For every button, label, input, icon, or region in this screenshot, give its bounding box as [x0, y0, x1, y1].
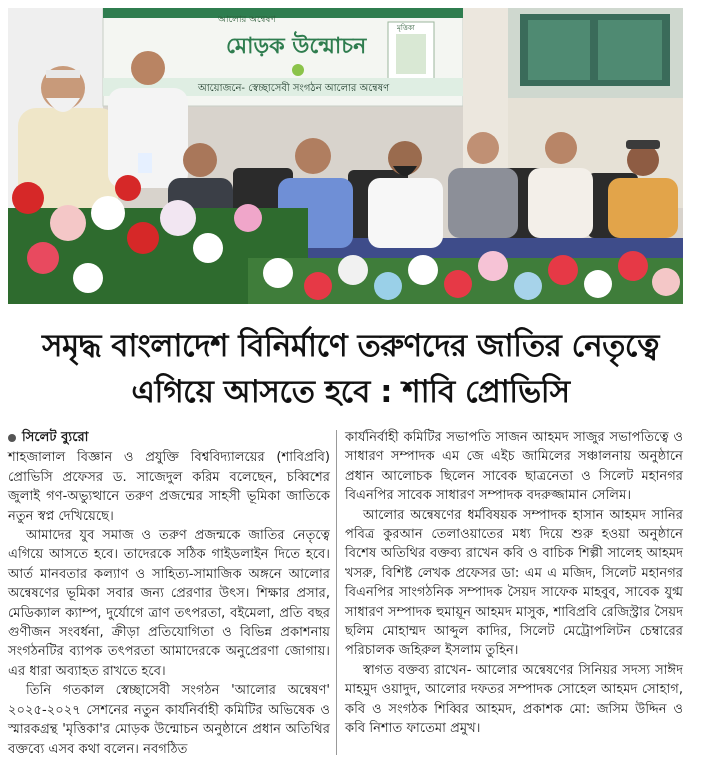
column-divider: [336, 430, 337, 755]
event-photo-illustration: [8, 8, 683, 304]
article-column-left: [8, 428, 330, 759]
article-paragraph: শাহজালাল বিজ্ঞান ও প্রযুক্তি বিশ্ববিদ্যালয়ের (শাবিপ্রবি) প্রোভিসি প্রফেসর ড. সাজেদুল করিম বলেছেন, চব্বিশের জুলাই গণ-অভ্যুত্থানে তরুণ প্রজন্মের সাহসী ভূমিকা জাতিকে নতুন স্বপ্ন দেখিয়েছে।: [8, 450, 330, 524]
banner-title: মোড়ক উন্মোচন: [226, 34, 367, 59]
headline-line-1: সমৃদ্ধ বাংলাদেশ বিনির্মাণে তরুণদের জাতির নেতৃত্বে: [42, 328, 659, 364]
article-paragraph: আমাদের যুব সমাজ ও তরুণ প্রজন্মকে জাতির নেতৃত্বে এগিয়ে আসতে হবে। তাদেরকে সঠিক গাইডলাইন দিতে হবে। আর্ত মানবতার কল্যাণ ও সাহিত্য-সামাজিক অঙ্গনে আলোর অন্বেষণের ভূমিকা সবার জন্য প্রেরণার উৎস। শিক্ষার প্রসার, মেডিক্যাল ক্যাম্প, দুর্যোগে ত্রাণ তৎপরতা, বইমেলা, প্রতি বছর গুণীজন সংবর্ধনা, ক্রীড়া প্রতিযোগিতা ও বিভিন্ন প্রকাশনায় সংগঠনটির ব্যাপক তৎপরতা আমাদেরকে অনুপ্রেরণা জোগায়। এর ধারা অব্যাহত রাখতে হবে।: [8, 528, 330, 679]
event-photo: [8, 8, 683, 304]
banner-top-text: আলোর অন্বেষণ: [218, 15, 276, 25]
bullet-icon: [8, 434, 16, 442]
byline: [8, 428, 330, 447]
headline-line-2: এগিয়ে আসতে হবে : শাবি প্রোভিসি: [131, 374, 570, 410]
book-label: মৃত্তিকা: [397, 24, 415, 32]
byline-text: সিলেট ব্যুরো: [22, 430, 89, 445]
banner-subtitle: আয়োজনে- স্বেচ্ছাসেবী সংগঠন আলোর অন্বেষণ: [198, 83, 390, 94]
article-column-right: [345, 428, 683, 739]
article-paragraph: তিনি গতকাল স্বেচ্ছাসেবী সংগঠন 'আলোর অন্বেষণ' ২০২৫-২০২৭ সেশনের নতুন কার্যনির্বাহী কমিটির অভিষেক ও স্মারকগ্রন্থ 'মৃত্তিকা'র মোড়ক উন্মোচন অনুষ্ঠানে প্রধান অতিথির বক্তব্যে এসব কথা বলেন। নবগঠিত: [8, 683, 330, 757]
article-paragraph: কার্যনির্বাহী কমিটির সভাপতি সাজন আহমদ সাজুর সভাপতিত্বে ও সাধারণ সম্পাদক এম জে এইচ জামিলের সঞ্চালনায় অনুষ্ঠানে প্রধান আলোচক ছিলেন সাবেক ছাত্রনেতা ও সিলেট মহানগর বিএনপির সাবেক সাধারণ সম্পাদক বদরুজ্জামান সেলিম।: [345, 430, 683, 504]
article-paragraph: স্বাগত বক্তব্য রাখেন- আলোর অন্বেষণের সিনিয়র সদস্য সাঈদ মাহমুদ ওয়াদুদ, আলোর দফতর সম্পাদক সোহেল আহমদ সোহাগ, কবি ও সংগঠক শিব্বির আহমদ, প্রকাশক মো: জসিম উদ্দিন ও কবি নিশাত ফাতেমা প্রমুখ।: [345, 662, 683, 737]
article-paragraph: আলোর অন্বেষণের ধর্মবিষয়ক সম্পাদক হাসান আহমদ সানির পবিত্র কুরআন তেলাওয়াতের মধ্য দিয়ে শুরু হওয়া অনুষ্ঠানে বিশেষ অতিথির বক্তব্য রাখেন কবি ও বাচিক শিল্পী সালেহ আহমদ খসরু, বিশিষ্ট লেখক প্রফেসর ডা: এম এ মজিদ, সিলেট মহানগর বিএনপির সাংগঠনিক সম্পাদক সৈয়দ সাফেক মাহবুব, সাবেক যুগ্ম সাধারণ সম্পাদক হুমায়ূন আহমদ মাসুক, শাবিপ্রবি রেজিস্ট্রার সৈয়দ ছলিম মোহাম্মদ আব্দুল কাদির, সিলেট মেট্রোপলিটন চেম্বারের পরিচালক জহিরুল ইসলাম তুহিন।: [345, 507, 683, 659]
